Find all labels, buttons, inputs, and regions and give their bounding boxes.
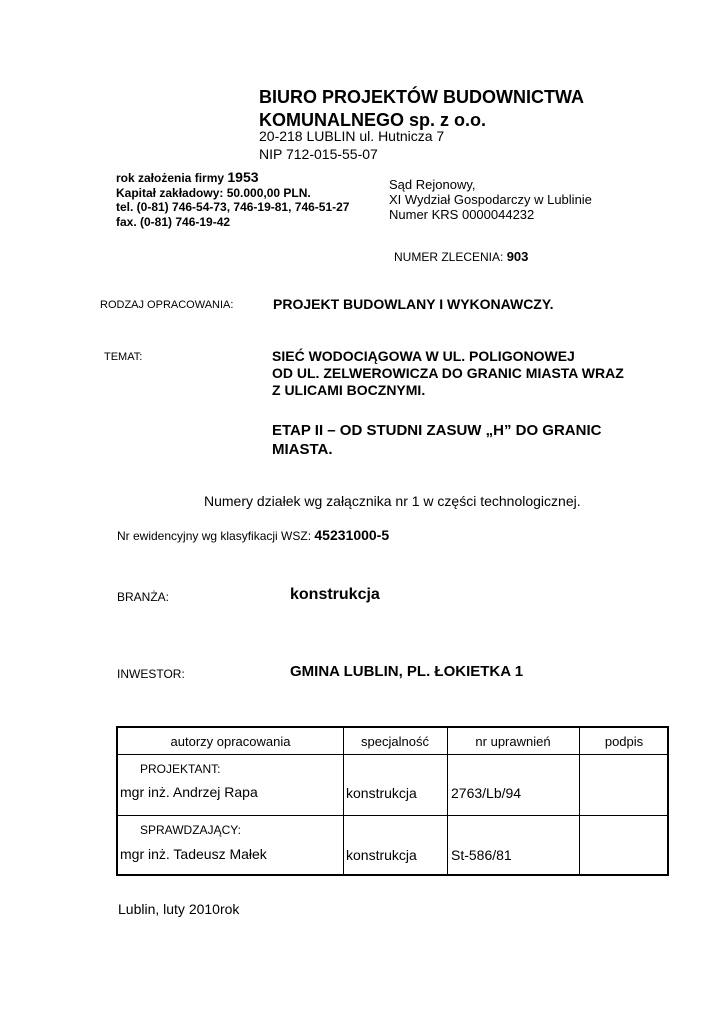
nr-ewidencyjny-value: 45231000-5 xyxy=(314,527,390,543)
etap-value xyxy=(272,421,601,459)
table-row-specialty: konstrukcja xyxy=(346,785,417,801)
company-name-line2: KOMUNALNEGO sp. z o.o. xyxy=(259,110,486,130)
company-address-block xyxy=(259,127,444,163)
table-header-specialty: specjalność xyxy=(361,734,429,749)
table-row-specialty: konstrukcja xyxy=(346,847,417,863)
rodzaj-label: RODZAJ OPRACOWANIA: xyxy=(100,299,234,311)
firm-tel: tel. (0-81) 746-54-73, 746-19-81, 746-51-27 xyxy=(116,200,350,214)
order-number-label: NUMER ZLECENIA: xyxy=(394,250,507,264)
etap-line2: MIASTA. xyxy=(272,441,333,458)
table-row-role: SPRAWDZAJĄCY: xyxy=(140,823,241,837)
order-number xyxy=(394,249,528,264)
table-header-signature: podpis xyxy=(604,734,644,749)
table-row-role: PROJEKTANT: xyxy=(140,762,221,776)
court-line3: Numer KRS 0000044232 xyxy=(389,207,535,222)
rodzaj-value: PROJEKT BUDOWLANY I WYKONAWCZY. xyxy=(273,296,554,312)
company-address: 20-218 LUBLIN ul. Hutnicza 7 xyxy=(259,128,445,144)
table-row-name: mgr inż. Tadeusz Małek xyxy=(120,846,267,862)
table-divider xyxy=(343,728,344,874)
place-date: Lublin, luty 2010rok xyxy=(118,901,240,917)
company-nip: NIP 712-015-55-07 xyxy=(259,146,378,162)
etap-line1: ETAP II – OD STUDNI ZASUW „H” DO GRANIC xyxy=(272,422,602,439)
inwestor-label: INWESTOR: xyxy=(117,667,185,681)
firm-founded xyxy=(116,170,349,186)
temat-line1: SIEĆ WODOCIĄGOWA W UL. POLIGONOWEJ xyxy=(272,348,575,364)
table-row-license: St-586/81 xyxy=(451,847,512,863)
temat-line2: OD UL. ZELWEROWICZA DO GRANIC MIASTA WRAZ xyxy=(272,365,624,381)
table-divider xyxy=(118,815,667,816)
authors-table xyxy=(116,726,669,876)
numery-note: Numery działek wg załącznika nr 1 w części technologicznej. xyxy=(204,493,581,509)
temat-line3: Z ULICAMI BOCZNYMI. xyxy=(272,382,426,398)
firm-founded-year: 1953 xyxy=(227,169,259,185)
inwestor-value: GMINA LUBLIN, PL. ŁOKIETKA 1 xyxy=(290,663,524,680)
firm-fax: fax. (0-81) 746-19-42 xyxy=(116,214,231,229)
company-name xyxy=(259,86,584,132)
table-divider xyxy=(447,728,448,874)
court-line1: Sąd Rejonowy, xyxy=(389,177,476,192)
court-info xyxy=(389,177,592,222)
temat-label: TEMAT: xyxy=(104,351,143,363)
court-line2: XI Wydział Gospodarczy w Lublinie xyxy=(389,192,592,207)
company-name-line1: BIURO PROJEKTÓW BUDOWNICTWA xyxy=(259,87,584,107)
firm-founded-label: rok założenia firmy xyxy=(116,171,228,185)
nr-ewidencyjny xyxy=(117,527,389,543)
temat-value xyxy=(272,348,624,399)
branza-label: BRANŻA: xyxy=(117,590,170,604)
branza-value: konstrukcja xyxy=(290,586,380,603)
table-row-license: 2763/Lb/94 xyxy=(451,785,522,801)
table-divider xyxy=(579,728,580,874)
firm-info xyxy=(116,170,349,229)
table-row-name: mgr inż. Andrzej Rapa xyxy=(120,784,258,800)
order-number-value: 903 xyxy=(506,249,529,264)
firm-capital: Kapitał zakładowy: 50.000,00 PLN. xyxy=(116,185,311,200)
table-header-license: nr uprawnień xyxy=(475,734,551,749)
table-header-authors: autorzy opracowania xyxy=(170,734,291,749)
nr-ewidencyjny-label: Nr ewidencyjny wg klasyfikacji WSZ: xyxy=(117,529,315,543)
table-divider xyxy=(118,754,667,755)
